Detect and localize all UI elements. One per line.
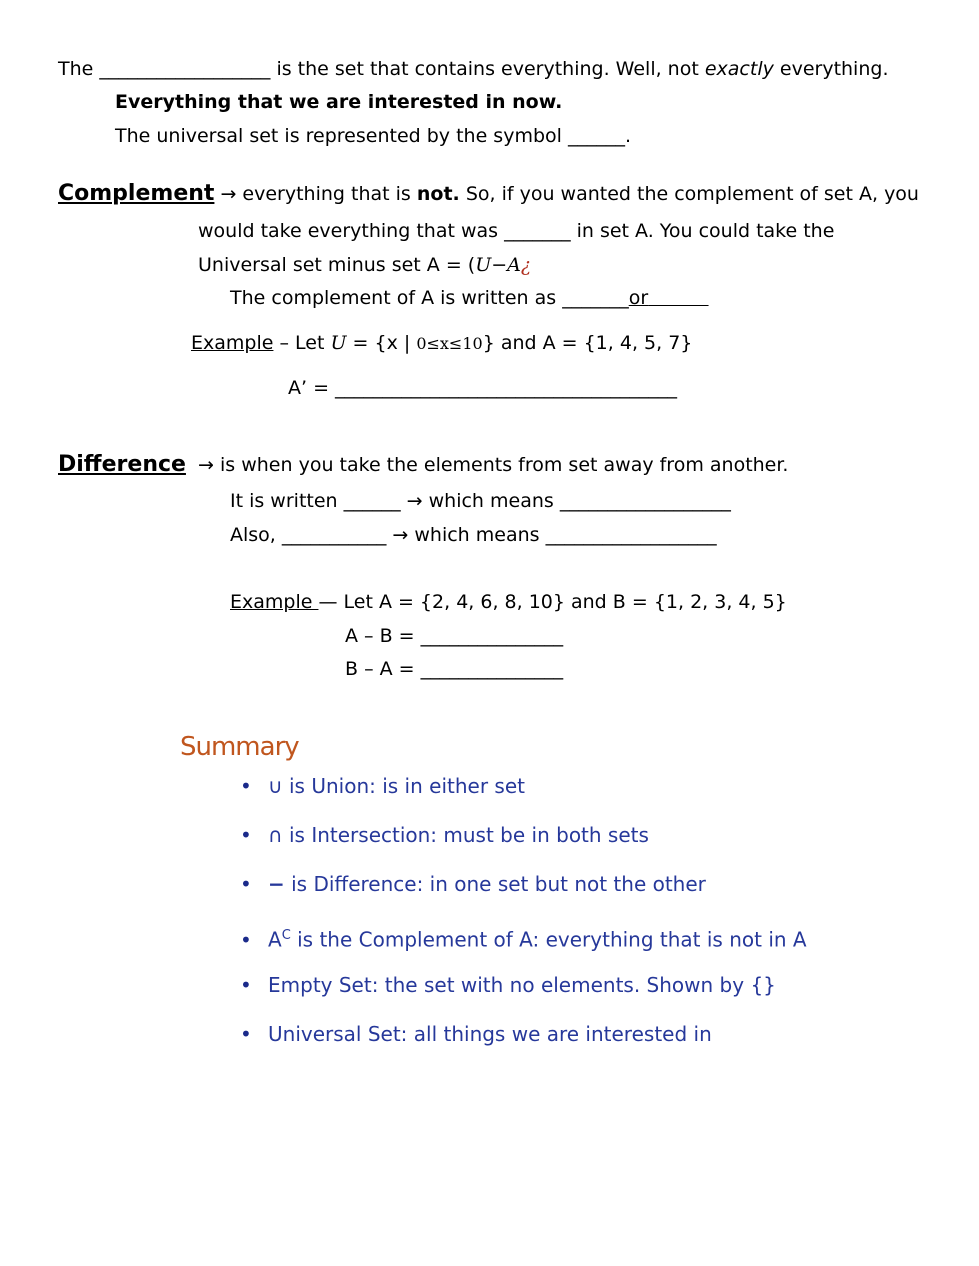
or-word: or: [628, 287, 649, 309]
difference-answer-1: [345, 624, 563, 648]
text: — Let A = {2, 4, 6, 8, 10} and B = {1, 2, 3, 4, 5}: [318, 591, 787, 613]
difference-heading: Difference: [58, 452, 186, 477]
bullet-icon: •: [240, 774, 252, 798]
summary-item-universal-set: [240, 1021, 712, 1047]
universal-line-2: [115, 90, 562, 114]
symbol: A: [268, 927, 282, 952]
text: = {x |: [352, 332, 411, 354]
fill-blank: __________________: [99, 58, 271, 80]
math-condition: 0≤x≤10: [416, 334, 483, 353]
difference-line-1: [58, 453, 788, 477]
complement-line-1: [58, 182, 919, 206]
text: The complement of A is written as _______: [230, 287, 629, 309]
item-text: Universal Set: all things we are interested in: [268, 1022, 712, 1046]
fill-blank: [648, 287, 708, 309]
universal-line-1: [58, 57, 888, 81]
example-label: Example: [191, 332, 274, 354]
complement-answer: [288, 376, 677, 400]
superscript: C: [281, 928, 291, 943]
symbol: −: [268, 872, 285, 896]
complement-line-2: [198, 219, 834, 243]
text: So, if you wanted the complement of set A, you: [465, 183, 919, 205]
text: Universal set minus set A = (: [198, 254, 476, 276]
symbol: ∩: [268, 823, 283, 847]
text: Also, ___________ → which means __________________: [230, 524, 717, 546]
item-text: Empty Set: the set with no elements. Shown by {}: [268, 973, 776, 997]
summary-item-union: [240, 773, 525, 799]
text: The: [58, 58, 94, 80]
bullet-icon: •: [240, 973, 252, 997]
summary-item-complement: [240, 923, 807, 953]
math-U: U: [330, 332, 347, 354]
difference-line-3: [230, 523, 717, 547]
complement-example: [191, 331, 692, 356]
bullet-icon: •: [240, 823, 252, 847]
bullet-icon: •: [240, 872, 252, 896]
summary-item-difference: [240, 871, 706, 897]
text: A’ = ____________________________________: [288, 377, 678, 399]
summary-title: Summary: [180, 732, 299, 762]
bold-statement: Everything that we are interested in now.: [115, 91, 563, 113]
item-text: is Intersection: must be in both sets: [282, 823, 649, 847]
text: → everything that is: [220, 183, 411, 205]
symbol: ∪: [268, 774, 283, 798]
emphasis: exactly: [704, 58, 774, 80]
text: The universal set is represented by the symbol ______.: [115, 125, 631, 147]
text: B – A = _______________: [345, 658, 564, 680]
text: everything.: [779, 58, 889, 80]
complement-heading: Complement: [58, 181, 215, 206]
item-text: is Difference: in one set but not the other: [284, 872, 706, 896]
difference-line-2: [230, 489, 731, 513]
text: It is written ______ → which means __________________: [230, 490, 731, 512]
bullet-icon: •: [240, 927, 252, 952]
item-text: is the Complement of A: everything that is not in A: [290, 927, 807, 952]
text: → is when you take the elements from set away from another.: [198, 454, 789, 476]
summary-item-empty-set: [240, 972, 776, 998]
example-label: Example: [230, 591, 319, 613]
text: A – B = _______________: [345, 625, 564, 647]
difference-answer-2: [345, 657, 563, 681]
difference-example: [230, 590, 787, 614]
bullet-icon: •: [240, 1022, 252, 1046]
text: – Let: [279, 332, 325, 354]
summary-item-intersection: [240, 822, 649, 848]
complement-line-4: [230, 286, 709, 310]
complement-line-3: [198, 253, 531, 277]
math-expression: U−A: [475, 254, 521, 276]
math-glyph: ¿: [520, 254, 532, 276]
text: } and A = {1, 4, 5, 7}: [482, 332, 693, 354]
universal-line-3: [115, 124, 631, 148]
text: would take everything that was _______ in set A. You could take the: [198, 220, 835, 242]
bold-word: not.: [416, 183, 460, 205]
item-text: is Union: is in either set: [282, 774, 525, 798]
text: is the set that contains everything. Well, not: [276, 58, 699, 80]
